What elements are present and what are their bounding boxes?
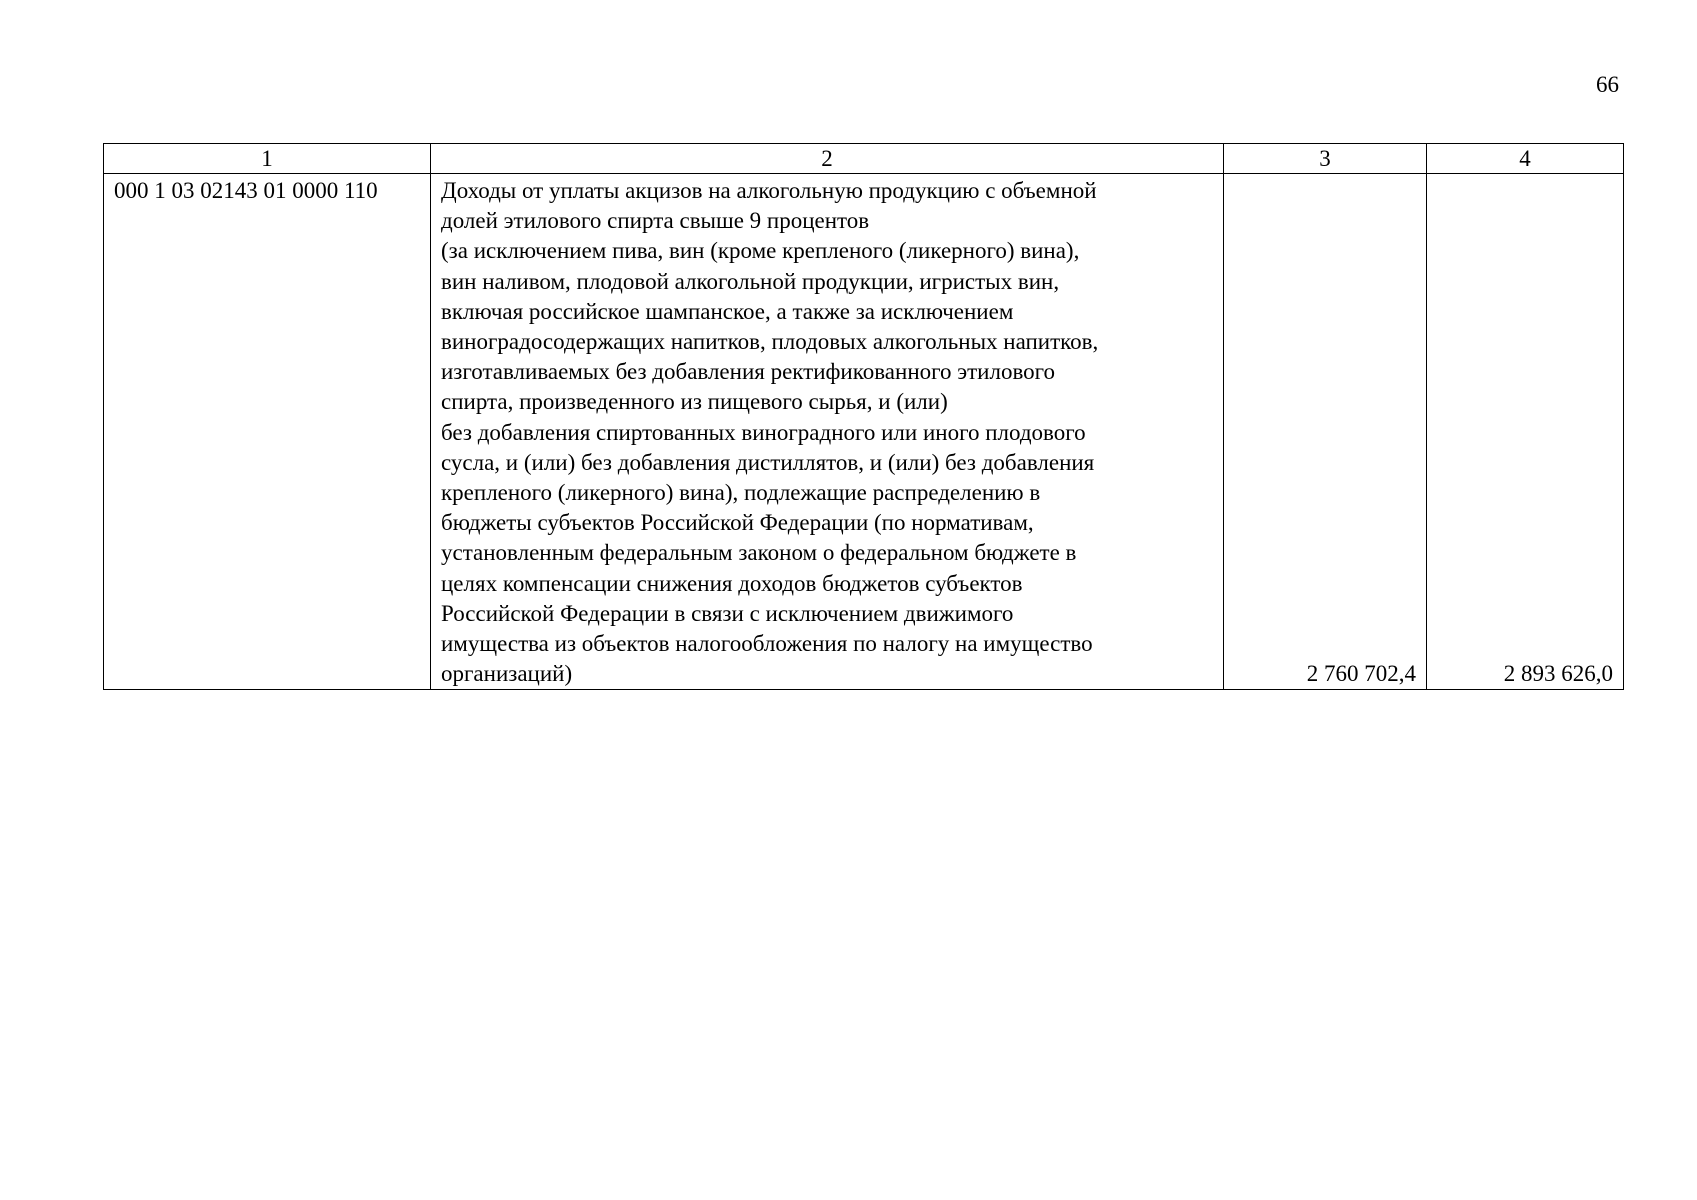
column-header-1: 1: [104, 144, 431, 174]
description-line: спирта, произведенного из пищевого сырья, и (или): [441, 389, 948, 415]
description-line: установленным федеральным законом о федеральном бюджете в: [441, 540, 1077, 566]
description-line: целях компенсации снижения доходов бюджетов субъектов: [441, 570, 1023, 596]
description-line: виноградосодержащих напитков, плодовых алкогольных напитков,: [441, 329, 1099, 355]
description-line: крепленого (ликерного) вина), подлежащие распределению в: [441, 480, 1041, 506]
budget-revenue-table: [103, 143, 1624, 690]
table-header-row: [104, 144, 1624, 174]
description-line: включая российское шампанское, а также за исключением: [441, 298, 1014, 324]
amount-column-4: 2 893 626,0: [1427, 174, 1624, 690]
description-line: вин наливом, плодовой алкогольной продукции, игристых вин,: [441, 268, 1060, 294]
description-line: Доходы от уплаты акцизов на алкогольную продукцию с объемной: [441, 178, 1097, 203]
table-row: [104, 174, 1624, 690]
description-line: без добавления спиртованных виноградного или иного плодового: [441, 419, 1086, 445]
amount-column-3: 2 760 702,4: [1224, 174, 1427, 690]
description-line: долей этилового спирта свыше 9 процентов: [441, 208, 870, 234]
description-line: имущества из объектов налогообложения по налогу на имущество: [441, 631, 1093, 657]
revenue-description: [431, 174, 1224, 690]
column-header-4: 4: [1427, 144, 1624, 174]
description-line: сусла, и (или) без добавления дистиллятов, и (или) без добавления: [441, 449, 1095, 475]
description-line: бюджеты субъектов Российской Федерации (по нормативам,: [441, 510, 1034, 536]
description-line: (за исключением пива, вин (кроме крепленого (ликерного) вина),: [441, 238, 1080, 264]
description-line: организаций): [441, 661, 573, 687]
description-line: изготавливаемых без добавления ректификованного этилового: [441, 359, 1056, 385]
column-header-2: 2: [431, 144, 1224, 174]
column-header-3: 3: [1224, 144, 1427, 174]
description-line: Российской Федерации в связи с исключением движимого: [441, 600, 1014, 626]
budget-classification-code: 000 1 03 02143 01 0000 110: [104, 174, 431, 690]
page-number: 66: [1596, 72, 1619, 97]
